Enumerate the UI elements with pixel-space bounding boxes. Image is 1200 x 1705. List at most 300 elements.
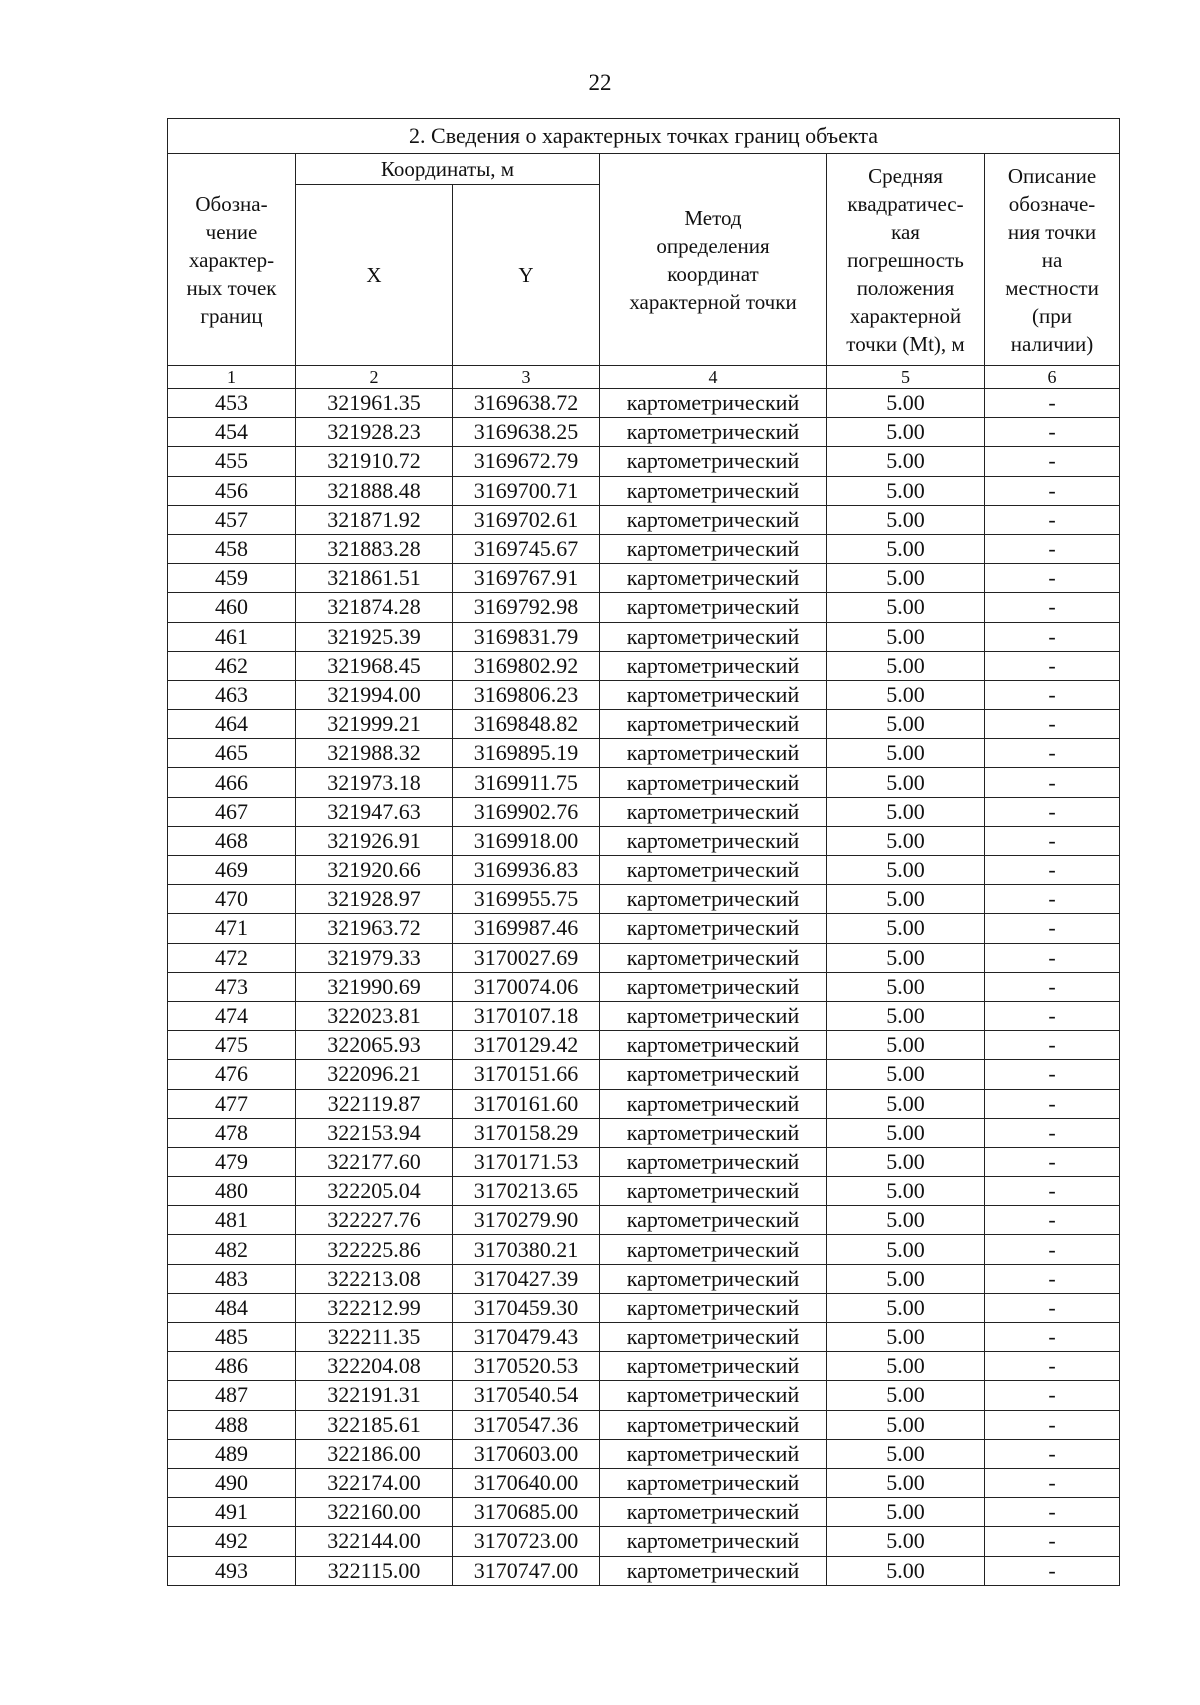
error-cell: 5.00 bbox=[827, 680, 985, 709]
table-row bbox=[168, 739, 1120, 768]
error-cell: 5.00 bbox=[827, 1031, 985, 1060]
x-coordinate-cell: 321968.45 bbox=[296, 651, 453, 680]
y-coordinate-cell: 3170279.90 bbox=[453, 1206, 600, 1235]
method-cell: картометрический bbox=[600, 826, 827, 855]
x-coordinate-cell: 322227.76 bbox=[296, 1206, 453, 1235]
table-row bbox=[168, 1381, 1120, 1410]
y-coordinate-cell: 3170027.69 bbox=[453, 943, 600, 972]
x-coordinate-cell: 321963.72 bbox=[296, 914, 453, 943]
point-id-cell: 485 bbox=[168, 1323, 296, 1352]
y-coordinate-cell: 3170685.00 bbox=[453, 1498, 600, 1527]
method-cell: картометрический bbox=[600, 389, 827, 418]
method-cell: картометрический bbox=[600, 447, 827, 476]
y-coordinate-cell: 3170161.60 bbox=[453, 1089, 600, 1118]
table-row bbox=[168, 622, 1120, 651]
description-cell: - bbox=[985, 1410, 1120, 1439]
description-cell: - bbox=[985, 1089, 1120, 1118]
section-title: 2. Сведения о характерных точках границ объекта bbox=[168, 119, 1120, 154]
description-cell: - bbox=[985, 1031, 1120, 1060]
method-cell: картометрический bbox=[600, 680, 827, 709]
description-cell: - bbox=[985, 1439, 1120, 1468]
error-cell: 5.00 bbox=[827, 593, 985, 622]
y-coordinate-cell: 3169802.92 bbox=[453, 651, 600, 680]
x-coordinate-cell: 322211.35 bbox=[296, 1323, 453, 1352]
description-cell: - bbox=[985, 1118, 1120, 1147]
y-coordinate-cell: 3170520.53 bbox=[453, 1352, 600, 1381]
error-cell: 5.00 bbox=[827, 622, 985, 651]
point-id-cell: 477 bbox=[168, 1089, 296, 1118]
column-number: 3 bbox=[453, 366, 600, 389]
description-cell: - bbox=[985, 739, 1120, 768]
point-id-cell: 473 bbox=[168, 972, 296, 1001]
method-cell: картометрический bbox=[600, 534, 827, 563]
method-cell: картометрический bbox=[600, 1556, 827, 1585]
description-cell: - bbox=[985, 826, 1120, 855]
point-id-cell: 453 bbox=[168, 389, 296, 418]
table-row bbox=[168, 1089, 1120, 1118]
point-id-cell: 492 bbox=[168, 1527, 296, 1556]
y-coordinate-cell: 3170129.42 bbox=[453, 1031, 600, 1060]
method-cell: картометрический bbox=[600, 1177, 827, 1206]
table-row bbox=[168, 680, 1120, 709]
description-cell: - bbox=[985, 1323, 1120, 1352]
y-coordinate-cell: 3170459.30 bbox=[453, 1293, 600, 1322]
description-cell: - bbox=[985, 856, 1120, 885]
error-cell: 5.00 bbox=[827, 739, 985, 768]
column-number: 4 bbox=[600, 366, 827, 389]
error-cell: 5.00 bbox=[827, 1352, 985, 1381]
x-coordinate-cell: 322096.21 bbox=[296, 1060, 453, 1089]
method-cell: картометрический bbox=[600, 797, 827, 826]
table-row bbox=[168, 1235, 1120, 1264]
point-id-cell: 489 bbox=[168, 1439, 296, 1468]
method-cell: картометрический bbox=[600, 593, 827, 622]
table-row bbox=[168, 476, 1120, 505]
description-cell: - bbox=[985, 505, 1120, 534]
method-cell: картометрический bbox=[600, 1264, 827, 1293]
description-cell: - bbox=[985, 914, 1120, 943]
method-cell: картометрический bbox=[600, 1410, 827, 1439]
point-id-cell: 487 bbox=[168, 1381, 296, 1410]
x-coordinate-cell: 321990.69 bbox=[296, 972, 453, 1001]
boundary-points-table bbox=[167, 118, 1120, 1586]
description-cell: - bbox=[985, 768, 1120, 797]
point-id-cell: 471 bbox=[168, 914, 296, 943]
method-cell: картометрический bbox=[600, 1323, 827, 1352]
description-cell: - bbox=[985, 972, 1120, 1001]
x-coordinate-cell: 322186.00 bbox=[296, 1439, 453, 1468]
method-cell: картометрический bbox=[600, 885, 827, 914]
page-number: 22 bbox=[588, 70, 612, 95]
x-coordinate-cell: 321999.21 bbox=[296, 710, 453, 739]
method-cell: картометрический bbox=[600, 768, 827, 797]
y-coordinate-cell: 3169700.71 bbox=[453, 476, 600, 505]
point-id-cell: 481 bbox=[168, 1206, 296, 1235]
y-coordinate-cell: 3169702.61 bbox=[453, 505, 600, 534]
table-row bbox=[168, 1293, 1120, 1322]
table-row bbox=[168, 593, 1120, 622]
point-id-cell: 464 bbox=[168, 710, 296, 739]
table-row bbox=[168, 1498, 1120, 1527]
method-cell: картометрический bbox=[600, 1060, 827, 1089]
column-number: 1 bbox=[168, 366, 296, 389]
y-coordinate-cell: 3170074.06 bbox=[453, 972, 600, 1001]
y-coordinate-cell: 3170540.54 bbox=[453, 1381, 600, 1410]
table-row bbox=[168, 1527, 1120, 1556]
error-cell: 5.00 bbox=[827, 1527, 985, 1556]
error-cell: 5.00 bbox=[827, 797, 985, 826]
description-cell: - bbox=[985, 1264, 1120, 1293]
error-cell: 5.00 bbox=[827, 914, 985, 943]
table-row bbox=[168, 1177, 1120, 1206]
point-id-cell: 476 bbox=[168, 1060, 296, 1089]
y-coordinate-cell: 3170479.43 bbox=[453, 1323, 600, 1352]
y-coordinate-cell: 3169987.46 bbox=[453, 914, 600, 943]
y-coordinate-cell: 3169895.19 bbox=[453, 739, 600, 768]
description-cell: - bbox=[985, 1235, 1120, 1264]
description-cell: - bbox=[985, 1498, 1120, 1527]
y-coordinate-cell: 3169767.91 bbox=[453, 564, 600, 593]
description-cell: - bbox=[985, 622, 1120, 651]
description-cell: - bbox=[985, 1206, 1120, 1235]
table-row bbox=[168, 885, 1120, 914]
point-id-cell: 460 bbox=[168, 593, 296, 622]
x-coordinate-cell: 321888.48 bbox=[296, 476, 453, 505]
table-row bbox=[168, 710, 1120, 739]
table-row bbox=[168, 797, 1120, 826]
method-cell: картометрический bbox=[600, 564, 827, 593]
point-id-cell: 478 bbox=[168, 1118, 296, 1147]
y-coordinate-cell: 3170213.65 bbox=[453, 1177, 600, 1206]
method-cell: картометрический bbox=[600, 1439, 827, 1468]
method-cell: картометрический bbox=[600, 1527, 827, 1556]
y-coordinate-cell: 3170547.36 bbox=[453, 1410, 600, 1439]
description-cell: - bbox=[985, 797, 1120, 826]
error-cell: 5.00 bbox=[827, 972, 985, 1001]
method-cell: картометрический bbox=[600, 1468, 827, 1497]
y-coordinate-cell: 3170380.21 bbox=[453, 1235, 600, 1264]
x-coordinate-cell: 322115.00 bbox=[296, 1556, 453, 1585]
description-cell: - bbox=[985, 534, 1120, 563]
y-coordinate-cell: 3169638.25 bbox=[453, 418, 600, 447]
method-cell: картометрический bbox=[600, 1352, 827, 1381]
error-cell: 5.00 bbox=[827, 534, 985, 563]
x-coordinate-cell: 321861.51 bbox=[296, 564, 453, 593]
point-id-cell: 486 bbox=[168, 1352, 296, 1381]
error-cell: 5.00 bbox=[827, 1235, 985, 1264]
y-coordinate-cell: 3170171.53 bbox=[453, 1147, 600, 1176]
error-cell: 5.00 bbox=[827, 389, 985, 418]
table-row bbox=[168, 651, 1120, 680]
point-id-cell: 454 bbox=[168, 418, 296, 447]
point-id-cell: 490 bbox=[168, 1468, 296, 1497]
header-method: Метод определения координат характерной точки bbox=[600, 154, 827, 366]
method-cell: картометрический bbox=[600, 914, 827, 943]
error-cell: 5.00 bbox=[827, 856, 985, 885]
error-cell: 5.00 bbox=[827, 710, 985, 739]
table-row bbox=[168, 1118, 1120, 1147]
description-cell: - bbox=[985, 418, 1120, 447]
header-error: Средняя квадратичес- кая погрешность положения характерной точки (Mt), м bbox=[827, 154, 985, 366]
x-coordinate-cell: 321979.33 bbox=[296, 943, 453, 972]
point-id-cell: 458 bbox=[168, 534, 296, 563]
x-coordinate-cell: 321925.39 bbox=[296, 622, 453, 651]
description-cell: - bbox=[985, 885, 1120, 914]
x-coordinate-cell: 322153.94 bbox=[296, 1118, 453, 1147]
y-coordinate-cell: 3170151.66 bbox=[453, 1060, 600, 1089]
y-coordinate-cell: 3169936.83 bbox=[453, 856, 600, 885]
description-cell: - bbox=[985, 447, 1120, 476]
method-cell: картометрический bbox=[600, 710, 827, 739]
y-coordinate-cell: 3170603.00 bbox=[453, 1439, 600, 1468]
error-cell: 5.00 bbox=[827, 885, 985, 914]
x-coordinate-cell: 322185.61 bbox=[296, 1410, 453, 1439]
table-row bbox=[168, 1352, 1120, 1381]
point-id-cell: 479 bbox=[168, 1147, 296, 1176]
point-id-cell: 470 bbox=[168, 885, 296, 914]
method-cell: картометрический bbox=[600, 1118, 827, 1147]
table-row bbox=[168, 1468, 1120, 1497]
description-cell: - bbox=[985, 476, 1120, 505]
error-cell: 5.00 bbox=[827, 1323, 985, 1352]
point-id-cell: 455 bbox=[168, 447, 296, 476]
table-row bbox=[168, 1264, 1120, 1293]
x-coordinate-cell: 321874.28 bbox=[296, 593, 453, 622]
header-coordinates: Координаты, м bbox=[296, 154, 600, 185]
section-title-row bbox=[168, 119, 1120, 154]
y-coordinate-cell: 3169902.76 bbox=[453, 797, 600, 826]
y-coordinate-cell: 3169955.75 bbox=[453, 885, 600, 914]
header-designation: Обозна- чение характер- ных точек границ bbox=[168, 154, 296, 366]
method-cell: картометрический bbox=[600, 1147, 827, 1176]
description-cell: - bbox=[985, 389, 1120, 418]
x-coordinate-cell: 321928.23 bbox=[296, 418, 453, 447]
description-cell: - bbox=[985, 1060, 1120, 1089]
description-cell: - bbox=[985, 1527, 1120, 1556]
y-coordinate-cell: 3169806.23 bbox=[453, 680, 600, 709]
table-row bbox=[168, 1556, 1120, 1585]
error-cell: 5.00 bbox=[827, 476, 985, 505]
error-cell: 5.00 bbox=[827, 1001, 985, 1030]
description-cell: - bbox=[985, 710, 1120, 739]
x-coordinate-cell: 322160.00 bbox=[296, 1498, 453, 1527]
x-coordinate-cell: 322065.93 bbox=[296, 1031, 453, 1060]
table-row bbox=[168, 1060, 1120, 1089]
method-cell: картометрический bbox=[600, 1206, 827, 1235]
table-row bbox=[168, 505, 1120, 534]
method-cell: картометрический bbox=[600, 856, 827, 885]
table-row bbox=[168, 1206, 1120, 1235]
point-id-cell: 491 bbox=[168, 1498, 296, 1527]
error-cell: 5.00 bbox=[827, 1439, 985, 1468]
description-cell: - bbox=[985, 943, 1120, 972]
x-coordinate-cell: 322204.08 bbox=[296, 1352, 453, 1381]
table-row bbox=[168, 943, 1120, 972]
method-cell: картометрический bbox=[600, 418, 827, 447]
column-number: 6 bbox=[985, 366, 1120, 389]
error-cell: 5.00 bbox=[827, 1060, 985, 1089]
table-row bbox=[168, 1439, 1120, 1468]
x-coordinate-cell: 322212.99 bbox=[296, 1293, 453, 1322]
method-cell: картометрический bbox=[600, 1089, 827, 1118]
table-row bbox=[168, 534, 1120, 563]
point-id-cell: 483 bbox=[168, 1264, 296, 1293]
error-cell: 5.00 bbox=[827, 1293, 985, 1322]
x-coordinate-cell: 322144.00 bbox=[296, 1527, 453, 1556]
y-coordinate-cell: 3170723.00 bbox=[453, 1527, 600, 1556]
error-cell: 5.00 bbox=[827, 1410, 985, 1439]
method-cell: картометрический bbox=[600, 651, 827, 680]
y-coordinate-cell: 3169831.79 bbox=[453, 622, 600, 651]
method-cell: картометрический bbox=[600, 1235, 827, 1264]
column-number: 2 bbox=[296, 366, 453, 389]
y-coordinate-cell: 3170640.00 bbox=[453, 1468, 600, 1497]
method-cell: картометрический bbox=[600, 1293, 827, 1322]
error-cell: 5.00 bbox=[827, 1498, 985, 1527]
x-coordinate-cell: 321910.72 bbox=[296, 447, 453, 476]
description-cell: - bbox=[985, 651, 1120, 680]
point-id-cell: 482 bbox=[168, 1235, 296, 1264]
method-cell: картометрический bbox=[600, 1031, 827, 1060]
description-cell: - bbox=[985, 1177, 1120, 1206]
x-coordinate-cell: 322213.08 bbox=[296, 1264, 453, 1293]
y-coordinate-cell: 3169672.79 bbox=[453, 447, 600, 476]
description-cell: - bbox=[985, 564, 1120, 593]
error-cell: 5.00 bbox=[827, 564, 985, 593]
error-cell: 5.00 bbox=[827, 768, 985, 797]
x-coordinate-cell: 321961.35 bbox=[296, 389, 453, 418]
x-coordinate-cell: 322191.31 bbox=[296, 1381, 453, 1410]
point-id-cell: 472 bbox=[168, 943, 296, 972]
y-coordinate-cell: 3169638.72 bbox=[453, 389, 600, 418]
method-cell: картометрический bbox=[600, 1498, 827, 1527]
point-id-cell: 468 bbox=[168, 826, 296, 855]
method-cell: картометрический bbox=[600, 476, 827, 505]
error-cell: 5.00 bbox=[827, 418, 985, 447]
table-row bbox=[168, 447, 1120, 476]
x-coordinate-cell: 322205.04 bbox=[296, 1177, 453, 1206]
method-cell: картометрический bbox=[600, 739, 827, 768]
description-cell: - bbox=[985, 1001, 1120, 1030]
y-coordinate-cell: 3169792.98 bbox=[453, 593, 600, 622]
method-cell: картометрический bbox=[600, 943, 827, 972]
table-row bbox=[168, 1323, 1120, 1352]
y-coordinate-cell: 3169918.00 bbox=[453, 826, 600, 855]
table-row bbox=[168, 1147, 1120, 1176]
error-cell: 5.00 bbox=[827, 1468, 985, 1497]
table-row bbox=[168, 914, 1120, 943]
error-cell: 5.00 bbox=[827, 1264, 985, 1293]
x-coordinate-cell: 321994.00 bbox=[296, 680, 453, 709]
x-coordinate-cell: 322225.86 bbox=[296, 1235, 453, 1264]
x-coordinate-cell: 321926.91 bbox=[296, 826, 453, 855]
y-coordinate-cell: 3170158.29 bbox=[453, 1118, 600, 1147]
x-coordinate-cell: 321973.18 bbox=[296, 768, 453, 797]
y-coordinate-cell: 3170427.39 bbox=[453, 1264, 600, 1293]
error-cell: 5.00 bbox=[827, 1206, 985, 1235]
point-id-cell: 465 bbox=[168, 739, 296, 768]
point-id-cell: 456 bbox=[168, 476, 296, 505]
method-cell: картометрический bbox=[600, 505, 827, 534]
header-description: Описание обозначе- ния точки на местности (при наличии) bbox=[985, 154, 1120, 366]
table-row bbox=[168, 768, 1120, 797]
header-x: X bbox=[296, 185, 453, 366]
x-coordinate-cell: 321871.92 bbox=[296, 505, 453, 534]
description-cell: - bbox=[985, 1352, 1120, 1381]
x-coordinate-cell: 322174.00 bbox=[296, 1468, 453, 1497]
table-row bbox=[168, 856, 1120, 885]
y-coordinate-cell: 3169911.75 bbox=[453, 768, 600, 797]
header-row-top bbox=[168, 154, 1120, 185]
table-row bbox=[168, 1001, 1120, 1030]
y-coordinate-cell: 3169745.67 bbox=[453, 534, 600, 563]
method-cell: картометрический bbox=[600, 1001, 827, 1030]
header-y: Y bbox=[453, 185, 600, 366]
description-cell: - bbox=[985, 1147, 1120, 1176]
point-id-cell: 466 bbox=[168, 768, 296, 797]
x-coordinate-cell: 322177.60 bbox=[296, 1147, 453, 1176]
point-id-cell: 459 bbox=[168, 564, 296, 593]
y-coordinate-cell: 3169848.82 bbox=[453, 710, 600, 739]
description-cell: - bbox=[985, 593, 1120, 622]
table-row bbox=[168, 826, 1120, 855]
y-coordinate-cell: 3170747.00 bbox=[453, 1556, 600, 1585]
table-row bbox=[168, 1410, 1120, 1439]
error-cell: 5.00 bbox=[827, 826, 985, 855]
column-number: 5 bbox=[827, 366, 985, 389]
description-cell: - bbox=[985, 1468, 1120, 1497]
error-cell: 5.00 bbox=[827, 447, 985, 476]
description-cell: - bbox=[985, 680, 1120, 709]
point-id-cell: 480 bbox=[168, 1177, 296, 1206]
description-cell: - bbox=[985, 1556, 1120, 1585]
point-id-cell: 469 bbox=[168, 856, 296, 885]
table-row bbox=[168, 564, 1120, 593]
y-coordinate-cell: 3170107.18 bbox=[453, 1001, 600, 1030]
x-coordinate-cell: 321883.28 bbox=[296, 534, 453, 563]
error-cell: 5.00 bbox=[827, 1556, 985, 1585]
point-id-cell: 461 bbox=[168, 622, 296, 651]
point-id-cell: 484 bbox=[168, 1293, 296, 1322]
table-row bbox=[168, 389, 1120, 418]
x-coordinate-cell: 322119.87 bbox=[296, 1089, 453, 1118]
description-cell: - bbox=[985, 1293, 1120, 1322]
point-id-cell: 475 bbox=[168, 1031, 296, 1060]
description-cell: - bbox=[985, 1381, 1120, 1410]
point-id-cell: 474 bbox=[168, 1001, 296, 1030]
error-cell: 5.00 bbox=[827, 1177, 985, 1206]
x-coordinate-cell: 321988.32 bbox=[296, 739, 453, 768]
table-row bbox=[168, 972, 1120, 1001]
x-coordinate-cell: 322023.81 bbox=[296, 1001, 453, 1030]
x-coordinate-cell: 321947.63 bbox=[296, 797, 453, 826]
point-id-cell: 467 bbox=[168, 797, 296, 826]
error-cell: 5.00 bbox=[827, 505, 985, 534]
method-cell: картометрический bbox=[600, 622, 827, 651]
x-coordinate-cell: 321928.97 bbox=[296, 885, 453, 914]
point-id-cell: 488 bbox=[168, 1410, 296, 1439]
error-cell: 5.00 bbox=[827, 943, 985, 972]
error-cell: 5.00 bbox=[827, 1147, 985, 1176]
error-cell: 5.00 bbox=[827, 1089, 985, 1118]
point-id-cell: 493 bbox=[168, 1556, 296, 1585]
x-coordinate-cell: 321920.66 bbox=[296, 856, 453, 885]
point-id-cell: 463 bbox=[168, 680, 296, 709]
error-cell: 5.00 bbox=[827, 1381, 985, 1410]
error-cell: 5.00 bbox=[827, 651, 985, 680]
table-row bbox=[168, 418, 1120, 447]
error-cell: 5.00 bbox=[827, 1118, 985, 1147]
